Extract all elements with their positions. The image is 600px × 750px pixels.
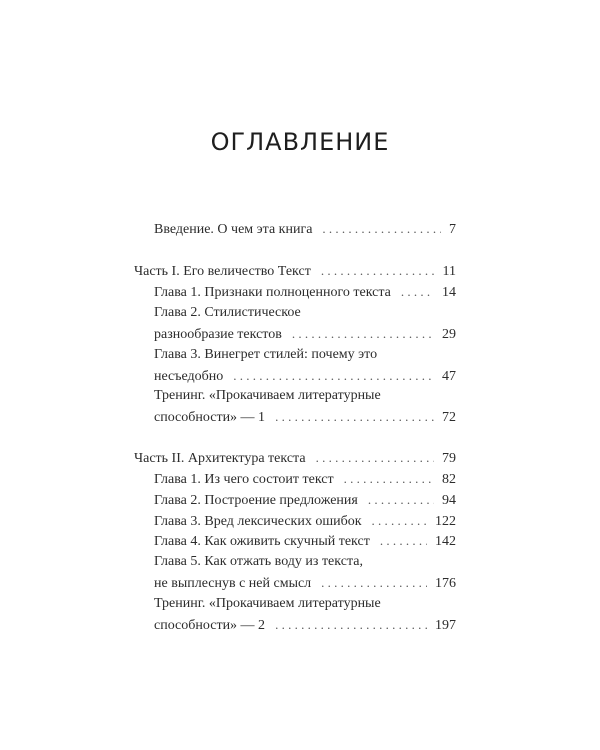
toc-entry-part-2-training: [154, 615, 456, 636]
dot-leader: [344, 469, 434, 489]
dot-leader: [368, 490, 434, 510]
toc-entry-title: способности» — 1: [154, 410, 266, 425]
toc-entry-page: 94: [442, 493, 456, 508]
toc-entry-part-2: [134, 448, 456, 469]
toc-entry-page: 7: [449, 222, 456, 237]
toc-entry-page: 14: [442, 285, 456, 300]
toc-entry-part-2-training-line-1: Тренинг. «Прокачиваем литературные: [154, 596, 381, 611]
toc-entry-title: несъедобно: [154, 369, 224, 384]
toc-entry-title: Глава 1. Признаки полноценного текста: [154, 285, 391, 300]
toc-entry-title: Часть I. Его величество Текст: [134, 264, 311, 279]
toc-entry-part-2-chapter-4: [154, 531, 456, 552]
dot-leader: [380, 531, 427, 551]
toc-entry-page: 29: [442, 327, 456, 342]
toc-entry-title: Введение. О чем эта книга: [154, 222, 313, 237]
toc-entry-part-2-chapter-5-line-1: Глава 5. Как отжать воду из текста,: [154, 554, 363, 569]
toc-entry-part-1-chapter-3: [154, 366, 456, 387]
dot-leader: [321, 261, 435, 281]
toc-entry-page: 72: [442, 410, 456, 425]
toc-entry-page: 82: [442, 472, 456, 487]
dot-leader: [372, 511, 427, 531]
toc-entry-part-2-chapter-1: [154, 469, 456, 490]
dot-leader: [275, 615, 427, 635]
toc-entry-part-2-chapter-2: [154, 490, 456, 511]
dot-leader: [233, 366, 434, 386]
toc-entry-title: Часть II. Архитектура текста: [134, 451, 306, 466]
toc-entry-page: 11: [442, 264, 456, 279]
toc-entry-title: Глава 4. Как оживить скучный текст: [154, 534, 370, 549]
dot-leader: [275, 407, 434, 427]
toc-entry-part-2-chapter-5: [154, 573, 456, 594]
toc-entry-title: Глава 1. Из чего состоит текст: [154, 472, 334, 487]
dot-leader: [316, 448, 434, 468]
toc-entry-part-1-chapter-2-line-1: Глава 2. Стилистическое: [154, 305, 301, 320]
toc-entry-title: Глава 2. Построение предложения: [154, 493, 358, 508]
toc-entry-page: 122: [435, 514, 456, 529]
toc-heading: ОГЛАВЛЕНИЕ: [210, 128, 390, 156]
toc-entry-page: 47: [442, 369, 456, 384]
toc-entry-title: разнообразие текстов: [154, 327, 282, 342]
toc-entry-page: 176: [435, 576, 456, 591]
toc-entry-page: 79: [442, 451, 456, 466]
toc-entry-part-1-chapter-2: [154, 324, 456, 345]
toc-entry-page: 197: [435, 618, 456, 633]
dot-leader: [292, 324, 434, 344]
toc-entry-part-1: [134, 261, 456, 282]
dot-leader: [321, 573, 427, 593]
toc-entry-intro: [154, 219, 456, 240]
toc-entry-page: 142: [435, 534, 456, 549]
toc-entry-title: не выплеснув с ней смысл: [154, 576, 312, 591]
toc-entry-part-1-training: [154, 407, 456, 428]
dot-leader: [401, 282, 434, 302]
toc-entry-part-2-chapter-3: [154, 511, 456, 532]
toc-entry-part-1-chapter-1: [154, 282, 456, 303]
toc-entry-part-1-training-line-1: Тренинг. «Прокачиваем литературные: [154, 388, 381, 403]
dot-leader: [322, 219, 441, 239]
toc-entry-part-1-chapter-3-line-1: Глава 3. Винегрет стилей: почему это: [154, 347, 378, 362]
toc-entry-title: Глава 3. Вред лексических ошибок: [154, 514, 362, 529]
toc-entry-title: способности» — 2: [154, 618, 266, 633]
